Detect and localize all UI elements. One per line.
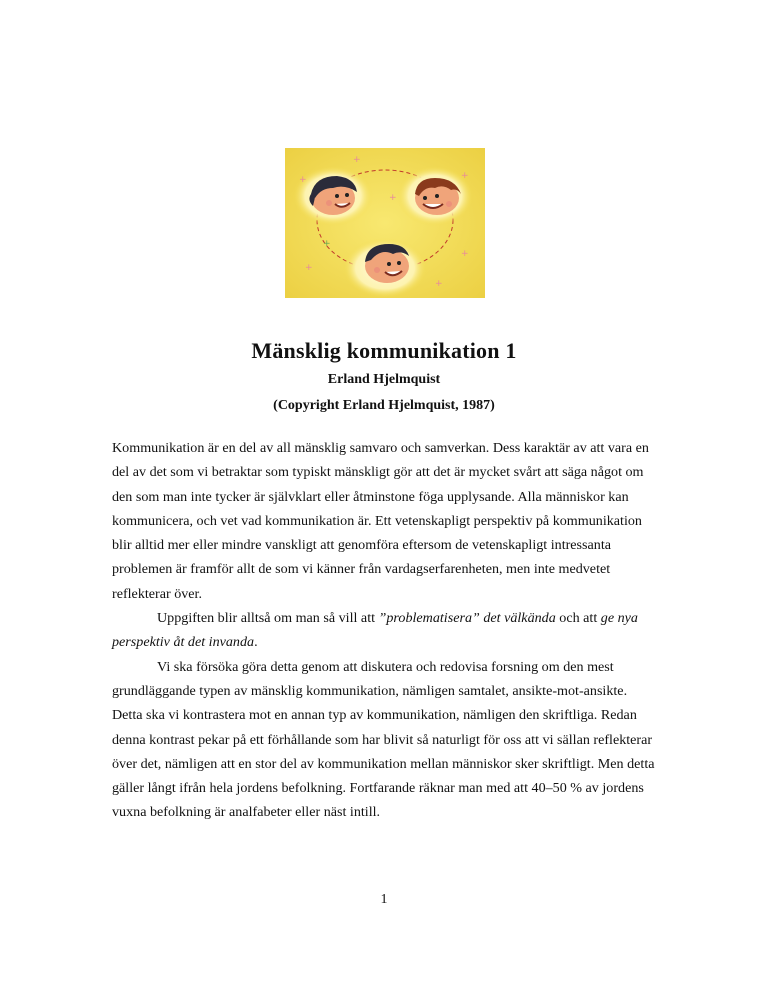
paragraph-2-italic2: ge nya perspektiv åt det invanda	[112, 610, 638, 651]
svg-text:+: +	[461, 249, 469, 259]
svg-text:+: +	[389, 193, 397, 203]
paragraph-2-part2: och att	[555, 610, 601, 627]
document-title: Mänsklig kommunikation 1	[251, 338, 517, 363]
author-name: Erland Hjelmquist	[327, 372, 441, 387]
svg-text:+: +	[353, 155, 361, 165]
copyright-notice: (Copyright Erland Hjelmquist, 1987)	[273, 398, 495, 413]
face-bottom	[365, 244, 409, 283]
faces-illustration-svg	[285, 148, 485, 298]
illustration-three-faces	[285, 148, 485, 298]
svg-text:+: +	[461, 171, 469, 181]
paragraph-2-part3: .	[254, 634, 258, 651]
svg-text:+: +	[435, 279, 443, 289]
paragraph-2	[112, 606, 656, 655]
svg-text:+: +	[299, 175, 307, 185]
svg-text:+: +	[305, 263, 313, 273]
body-text	[112, 436, 656, 825]
paragraph-3: Vi ska försöka göra detta genom att diskutera och redovisa forsning om den mest grundläggande typen av mänsklig kommunikation, nämligen samtalet, ansikte-mot-ansikte. Detta ska vi kontrastera mot en annan typ av kommunikation, nämligen den skriftliga. Redan denna kontrast pekar på ett förhållande som har blivit så naturligt för oss att vi sällan reflekterar över det, nämligen att en stor del av kommunikation mellan människor sker skriftligt. Men detta gäller långt ifrån hela jordens befolkning. Fortfarande räknar man med att 40–50 % av jordens vuxna befolkning är analfabeter eller näst intill.	[112, 658, 655, 821]
paragraph-1: Kommunikation är en del av all mänsklig samvaro och samverkan. Dess karaktär av att vara en del av det som vi betraktar som typiskt mänskligt gör att det är mycket svårt att säga något om den som man inte tycker är självklart eller åtminstone föga upplysande. Alla människor kan kommunicera, och vet vad kommunikation är. Ett vetenskapligt perspektiv på kommunikation blir alltid mer eller mindre vanskligt att genomföra eftersom de vetenskapligt intressanta problemen är framför allt de som vi känner från vardagserfarenheten, men inte medvetet reflekterar över.	[112, 440, 649, 602]
svg-text:+: +	[323, 239, 331, 249]
page-number: 1	[380, 892, 388, 907]
paragraph-2-italic1: ”problematisera” det välkända	[378, 610, 556, 627]
paragraph-2-part1: Uppgiften blir alltså om man så vill att	[157, 610, 379, 627]
